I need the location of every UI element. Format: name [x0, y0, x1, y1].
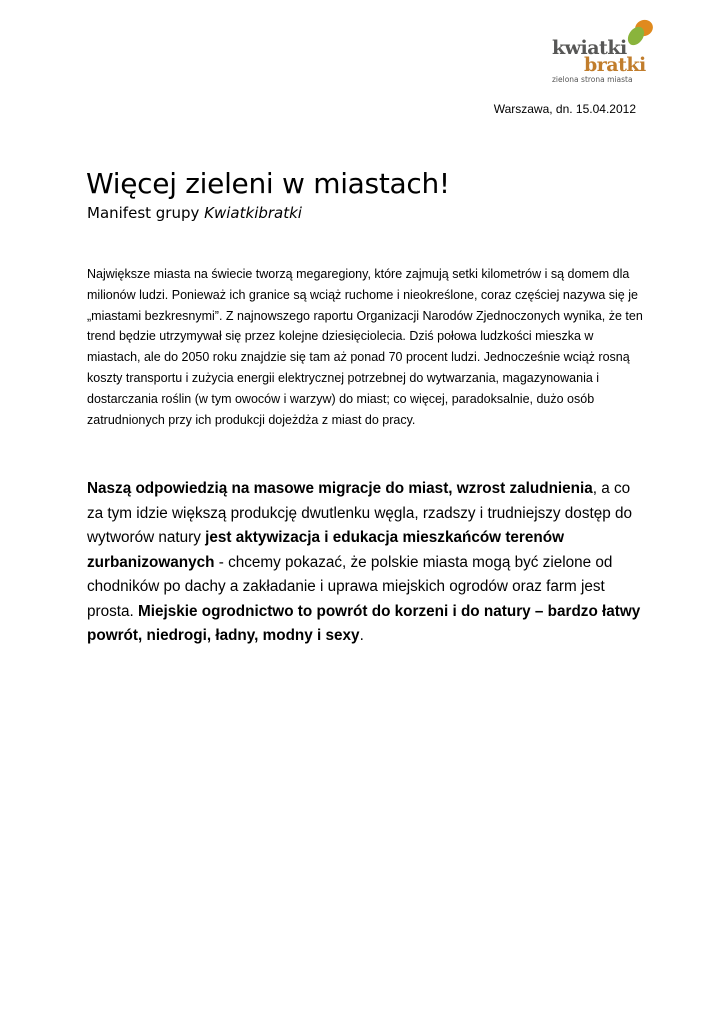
document-subtitle — [87, 202, 302, 224]
manifesto-text-3: . — [359, 627, 364, 644]
logo-tagline: zielona strona miasta — [552, 75, 633, 84]
document-title: Więcej zieleni w miastach! — [86, 167, 450, 200]
intro-paragraph: Największe miasta na świecie tworzą megaregiony, które zajmują setki kilometrów i są domem dla milionów ludzi. Ponieważ ich granice są wciąż ruchome i nieokreślone, coraz częściej nazywa się je „miastami bezkresnymi”. Z najnowszego raportu Organizacji Narodów Zjednoczonych wynika, że ten trend będzie utrzymywał się przez kolejne dziesięciolecia. Dziś połowa ludzkości mieszka w miastach, ale do 2050 roku znajdzie się tam aż ponad 70 procent ludzi. Jednocześnie wciąż rosną koszty transportu i zużycia energii elektrycznej potrzebnej do wytwarzania, magazynowania i dostarczania roślin (w tym owoców i warzyw) do miast; co więcej, paradoksalnie, dużo osób zatrudnionych przy ich produkcji dojeżdża z miast do pracy. — [87, 267, 643, 427]
manifesto-bold-2: jest aktywizacja i edukacja mieszkańców terenów zurbanizowanych — [87, 529, 564, 571]
manifesto-bold-1: Naszą odpowiedzią na masowe migracje do miast, wzrost zaludnienia — [87, 480, 593, 497]
kwiatki-bratki-logo — [548, 18, 660, 86]
subtitle-group-name: Kwiatkibratki — [204, 204, 302, 222]
document-date: Warszawa, dn. 15.04.2012 — [493, 102, 636, 116]
manifesto-text-1: , a co za tym idzie większą produkcję dwutlenku węgla, rzadszy i trudniejszy dostęp do wytworów natury — [87, 480, 632, 546]
manifesto-text-2: - chcemy pokazać, że polskie miasta mogą być zielone od chodników po dachy a zakładanie i uprawa miejskich ogrodów oraz farm jest prosta. — [87, 553, 613, 620]
manifesto-bold-3: Miejskie ogrodnictwo to powrót do korzeni i do natury – bardzo łatwy powrót, niedrogi, ładny, modny i sexy — [87, 602, 641, 644]
logo-word-kwiatki: kwiatki — [552, 37, 627, 59]
logo-word-bratki: bratki — [584, 54, 646, 76]
leaves-icon — [626, 18, 658, 48]
manifesto-paragraph — [87, 477, 647, 649]
subtitle-prefix: Manifest grupy — [87, 204, 205, 222]
